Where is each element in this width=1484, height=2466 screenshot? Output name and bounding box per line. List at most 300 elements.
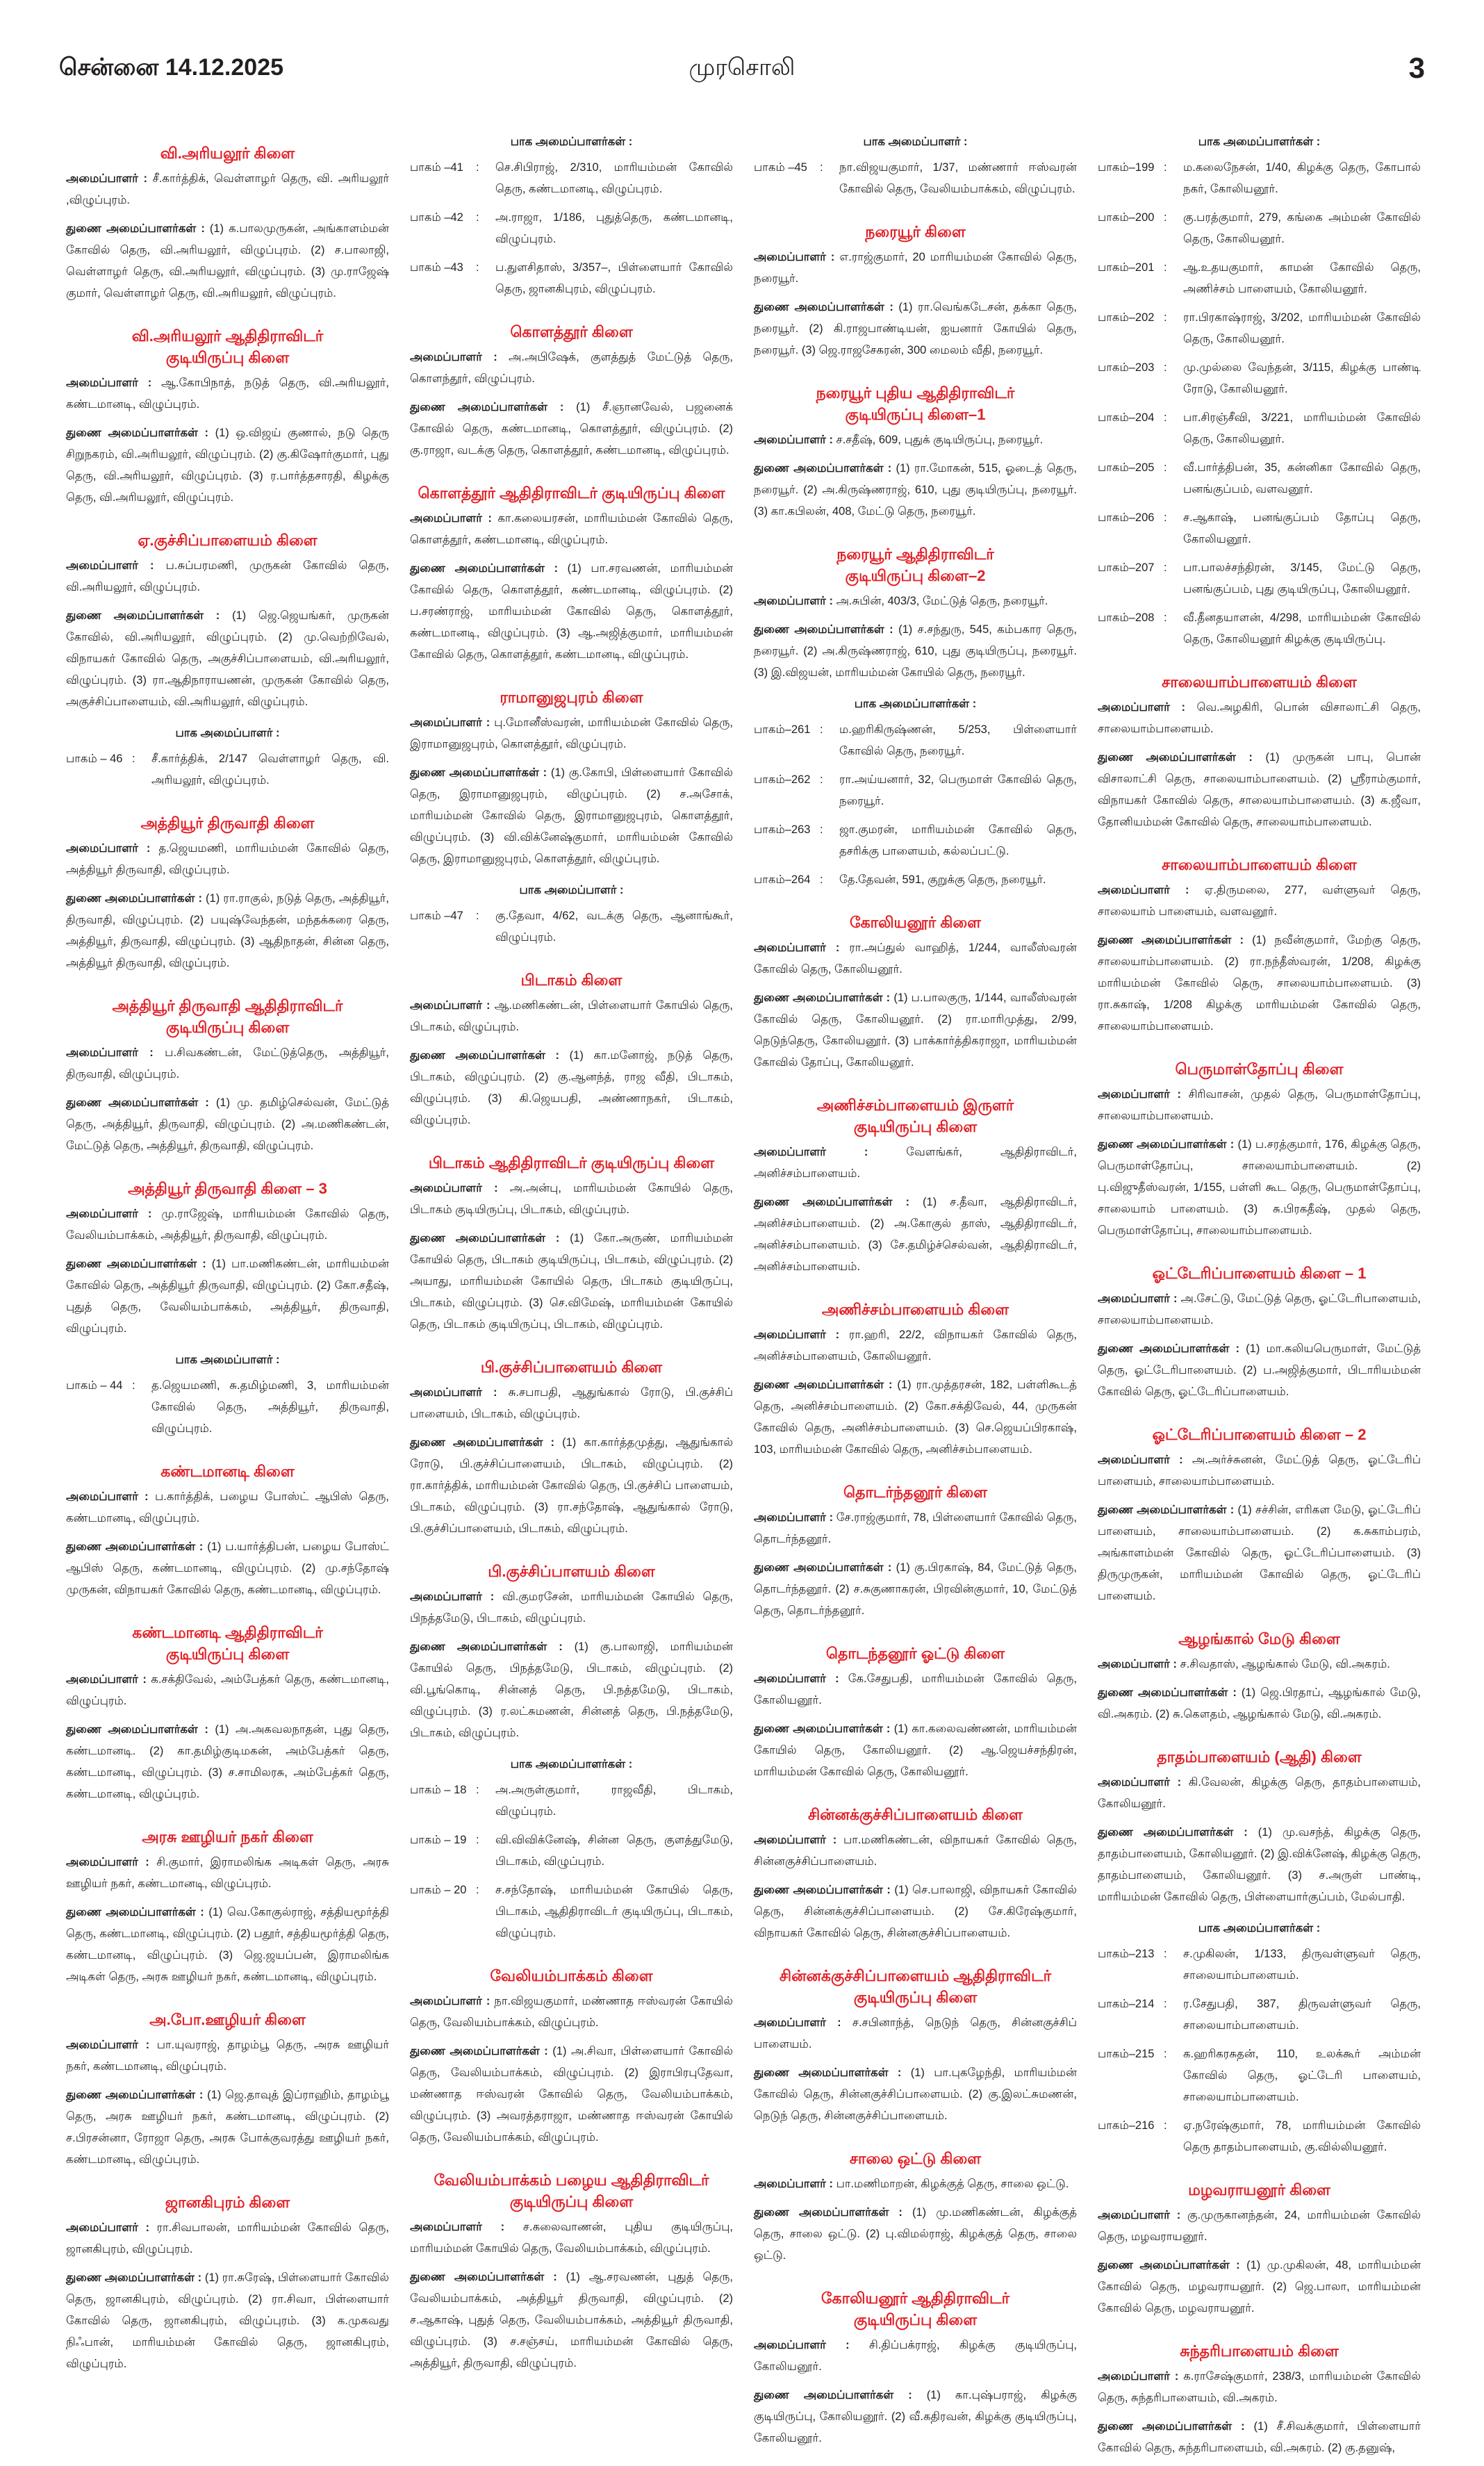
deputy-conveners-entry bbox=[754, 458, 1077, 523]
booth-convener: அ.அருள்குமார், ராஜவீதி, பிடாகம், விழுப்புரம். bbox=[495, 1784, 733, 1818]
entry-text: (1) மு.முகிலன், 48, மாரியம்மன் கோவில் தெரு, மழவராயனூர். (2) ஜெ.பாலா, மாரியம்மன் கோவில் தெரு, மழவராயனூர். bbox=[1098, 2259, 1421, 2315]
branch-heading: ஓட்டேரிப்பாளையம் கிளை – 1 bbox=[1152, 1265, 1367, 1282]
entry-label: அமைப்பாளர் : bbox=[410, 1590, 495, 1603]
booth-entry bbox=[410, 207, 733, 250]
separator: : bbox=[1164, 2119, 1167, 2132]
entry-label: அமைப்பாளர் : bbox=[754, 595, 833, 607]
separator: : bbox=[476, 211, 479, 224]
entry-label: அமைப்பாளர் : bbox=[66, 377, 152, 389]
booth-number: பாகம் –43 bbox=[410, 261, 463, 274]
convener-entry bbox=[754, 1830, 1077, 1873]
deputy-conveners-entry bbox=[1098, 2416, 1421, 2459]
booth-section-title: பாக அமைப்பாளர்கள் : bbox=[854, 698, 977, 710]
booth-number: பாகம்–208 bbox=[1098, 611, 1155, 624]
booth-number: பாகம்–200 bbox=[1098, 211, 1155, 224]
entry-text: த.ஜெயமணி, மாரியம்மன் கோவில் தெரு, அத்தியூர் திருவாதி, விழுப்புரம். bbox=[66, 842, 389, 876]
booth-section-title: பாக அமைப்பாளர்கள் : bbox=[1198, 1922, 1321, 1934]
entry-label: துணை அமைப்பாளர்கள் : bbox=[410, 2045, 548, 2057]
branch-heading: கோலியனூர் கிளை bbox=[849, 914, 982, 931]
entry-label: அமைப்பாளர் : bbox=[66, 1046, 154, 1059]
convener-entry bbox=[410, 1991, 733, 2034]
entry-label: அமைப்பாளர் : bbox=[410, 716, 490, 729]
branch-heading: அத்தியூர் திருவாதி கிளை bbox=[140, 814, 315, 832]
booth-convener: கு.பரத்குமார், 279, கங்கை அம்மன் கோவில் தெரு, கோலியனூர். bbox=[1183, 211, 1421, 245]
entry-label: துணை அமைப்பாளர்கள் : bbox=[1098, 1686, 1237, 1699]
convener-entry bbox=[754, 591, 1077, 612]
separator: : bbox=[132, 753, 135, 765]
deputy-conveners-entry bbox=[410, 1045, 733, 1131]
entry-label: துணை அமைப்பாளர்கள் : bbox=[754, 462, 892, 475]
booth-number: பாகம் –47 bbox=[410, 910, 463, 922]
deputy-conveners-entry bbox=[1098, 2255, 1421, 2319]
entry-text: (1) ஒ.விஜய் குணால், நடு தெரு சிறுநகரம், வி.அரியலூர், விழுப்புரம். (2) கு.கிஷோர்குமார், புது தெரு, வி.அரியலூர், விழுப்புரம். (3) ர.பார்த்தசாரதி, கிழக்கு தெரு, வி.அரியலூர், விழுப்புரம். bbox=[66, 427, 389, 504]
convener-entry bbox=[66, 838, 389, 881]
entry-label: அமைப்பாளர் : bbox=[66, 1673, 147, 1686]
convener-entry bbox=[66, 372, 389, 416]
entry-label: அமைப்பாளர் : bbox=[410, 512, 492, 525]
booth-convener: செ.சிபிராஜ், 2/310, மாரியம்மன் கோவில் தெரு, கண்டமானடி, விழுப்புரம். bbox=[495, 161, 733, 195]
branch-heading: வி.அரியலூர் கிளை bbox=[160, 145, 295, 162]
entry-text: பா.மணிகண்டன், விநாயகர் கோவில் தெரு, சின்னகுச்சிப்பாளையம். bbox=[754, 1834, 1077, 1868]
separator: : bbox=[1164, 261, 1167, 274]
convener-entry bbox=[66, 1486, 389, 1529]
entry-text: நா.விஜயகுமார், மண்ணாத ஈஸ்வரன் கோயில் தெரு, வேலியம்பாக்கம், விழுப்புரம். bbox=[410, 1995, 734, 2029]
entry-label: துணை அமைப்பாளர்கள் : bbox=[66, 2271, 202, 2284]
entry-label: துணை அமைப்பாளர்கள் : bbox=[754, 2066, 902, 2079]
entry-text: அ.அர்ச்சுனன், மேட்டுத் தெரு, ஓட்டேரிப் பாளையம், சாலையாம்பாளையம். bbox=[1098, 1454, 1421, 1488]
convener-entry bbox=[754, 2012, 1077, 2055]
deputy-conveners-entry bbox=[754, 2062, 1077, 2127]
branch-heading: கண்டமானடி ஆதிதிராவிடர் குடியிருப்பு கிளை bbox=[132, 1624, 323, 1663]
branch-heading: வேலியம்பாக்கம் கிளை bbox=[490, 1967, 653, 1984]
entry-label: அமைப்பாளர் : bbox=[1098, 2370, 1179, 2383]
entry-text: (1) க.பாலமுருகன், அங்காளம்மன் கோவில் தெரு, வி.அரியலூர், விழுப்புரம். (2) ச.பாலாஜி, வெள்ளாழர் தெரு, வி.அரியலூர், விழுப்புரம். (3) மு.ராஜேஷ் குமார், வெள்ளாழர் தெரு, வி.அரியலூர், விழுப்புரம். bbox=[66, 222, 389, 299]
entry-text: (1) மு.மணிகண்டன், கிழக்குத் தெரு, சாலை ஒட்டு. (2) பு.விமல்ராஜ், கிழக்குத் தெரு, சாலை ஒட்டு. bbox=[754, 2206, 1077, 2262]
separator: : bbox=[476, 1884, 479, 1896]
entry-label: துணை அமைப்பாளர்கள் : bbox=[754, 2389, 912, 2401]
deputy-conveners-entry bbox=[66, 1092, 389, 1157]
separator: : bbox=[1164, 411, 1167, 424]
booth-entry bbox=[1098, 357, 1421, 400]
entry-label: துணை அமைப்பாளர்கள் : bbox=[754, 301, 893, 313]
page-number: 3 bbox=[1408, 51, 1425, 84]
branch-heading: மழவராயனூர் கிளை bbox=[1188, 2181, 1330, 2198]
entry-text: ச.சபினாந்த், நெடுந் தெரு, சின்னகுச்சிப் பாளையம். bbox=[754, 2016, 1077, 2050]
branch-heading: தாதம்பாளையம் (ஆதி) கிளை bbox=[1157, 1748, 1362, 1766]
entry-label: அமைப்பாளர் : bbox=[66, 172, 148, 185]
booth-convener: அ.ராஜா, 1/186, புதுத்தெரு, கண்டமானடி, விழுப்புரம். bbox=[495, 211, 733, 245]
entry-label: துணை அமைப்பாளர்கள் : bbox=[754, 1379, 893, 1391]
entry-text: க.ராசேஷ்குமார், 238/3, மாரியம்மன் கோவில் தெரு, சுந்தரிபாளையம், வி.அகரம். bbox=[1098, 2370, 1421, 2404]
booth-entry bbox=[1098, 457, 1421, 500]
entry-text: சி.குமார், இராமலிங்க அடிகள் தெரு, அரசு ஊழியர் நகர், கண்டமானடி, விழுப்புரம். bbox=[66, 1856, 389, 1890]
entry-text: (1) ரா.வெங்கடேசன், தக்கா தெரு, நரையூர். (2) கி.ராஜபாண்டியன், ஐயனார் கோயில் தெரு, நரையூர். (3) ஜெ.ராஜசேகரன், 300 மைலம் வீதி, நரையூர். bbox=[754, 301, 1077, 356]
separator: : bbox=[820, 161, 823, 174]
branch-heading: நரையூர் கிளை bbox=[865, 223, 966, 240]
entry-text: (1) கு.பாலாஜி, மாரியம்மன் கோயில் தெரு, பிநத்தமேடு, பிடாகம், விழுப்புரம். (2) வி.பூங்கொடி, சின்னத் தெரு, பி.நத்தமேடு, பிடாகம், விழுப்புரம். (3) ர.லட்சுமணன், சின்னத் தெரு, பி.நத்தமேடு, பிடாகம், விழுப்புரம். bbox=[410, 1641, 733, 1739]
entry-label: அமைப்பாளர் : bbox=[410, 1386, 497, 1399]
entry-label: அமைப்பாளர் : bbox=[410, 1182, 498, 1194]
entry-text: (1) கா.மனோஜ், நடுத் தெரு, பிடாகம், விழுப்புரம். (2) கு.ஆனந்த், ராஜ வீதி, பிடாகம், விழுப்புரம். (3) கி.ஜெயபதி, அண்ணாநகர், பிடாகம், விழுப்புரம். bbox=[410, 1049, 733, 1126]
deputy-conveners-entry bbox=[754, 1718, 1077, 1783]
branch-heading: சாலை ஒட்டு கிளை bbox=[849, 2150, 982, 2167]
booth-entry bbox=[66, 1375, 389, 1440]
booth-entry bbox=[410, 1880, 733, 1944]
booth-number: பாகம் –45 bbox=[754, 161, 807, 174]
entry-text: (1) ஆ.சரவணன், புதுத் தெரு, வேலியம்பாக்கம், அத்தியூர் திருவாதி, விழுப்புரம். (2) ச.ஆகாஷ், புதுத் தெரு, வேலியம்பாக்கம், அத்தியூர் திருவாதி, விழுப்புரம். (3) ச.சஞ்சய், மாரியம்மன் கோவில் தெரு, அத்தியூர், திருவாதி, விழுப்புரம். bbox=[410, 2271, 733, 2369]
entry-label: அமைப்பாளர் : bbox=[1098, 1088, 1182, 1101]
booth-entry bbox=[410, 1830, 733, 1873]
branch-heading: கொளத்தூர் கிளை bbox=[510, 323, 633, 340]
branch-heading: சாலையாம்பாளையம் கிளை bbox=[1162, 856, 1357, 873]
newspaper-title: முரசொலி bbox=[689, 54, 795, 81]
entry-text: (1) ச.தீவா, ஆதிதிராவிடர், அனிச்சம்பாளையம். (2) அ.கோகுல் தாஸ், ஆதிதிராவிடர், அனிச்சம்பாளையம். (3) சே.தமிழ்ச்செல்வன், ஆதிதிராவிடர், அனிச்சம்பாளையம். bbox=[754, 1196, 1077, 1273]
booth-entry bbox=[410, 905, 733, 948]
convener-entry bbox=[1098, 1449, 1421, 1493]
entry-label: துணை அமைப்பாளர்கள் : bbox=[1098, 2259, 1240, 2271]
booth-number: பாகம்–213 bbox=[1098, 1948, 1155, 1960]
entry-text: சீ.கார்த்திக், வெள்ளாழர் தெரு, வி. அரியலூர் ,விழுப்புரம். bbox=[66, 172, 390, 206]
booth-entry bbox=[1098, 557, 1421, 600]
entry-text: (1) சீ.சிவக்குமார், பிள்ளையார் கோவில் தெரு, சுந்தரிபாளையம், வி.அகரம். (2) கு.தனுஷ், bbox=[1098, 2420, 1421, 2454]
deputy-conveners-entry bbox=[66, 1902, 389, 1988]
entry-label: துணை அமைப்பாளர்கள் : bbox=[66, 1540, 204, 1553]
separator: : bbox=[1164, 561, 1167, 574]
entry-label: துணை அமைப்பாளர்கள் : bbox=[1098, 934, 1244, 946]
deputy-conveners-entry bbox=[754, 987, 1077, 1074]
deputy-conveners-entry bbox=[66, 2267, 389, 2375]
booth-number: பாகம்–199 bbox=[1098, 161, 1155, 174]
booth-section-title: பாக அமைப்பாளர்கள் : bbox=[510, 1758, 633, 1770]
deputy-conveners-entry bbox=[410, 2041, 733, 2148]
entry-text: (1) கா.கார்த்தமுத்து, ஆதுங்கால் ரோடு, பி.குச்சிப்பாளையம், பிடாகம், விழுப்புரம். (2) ரா.கார்த்திக், மாரியம்மன் கோவில் தெரு, பி.குச்சிப் பாளையம், பிடாகம், விழுப்புரம். (3) ரா.சந்தோஷ், ஆதுங்கால் ரோடு, பி.குச்சிப்பாளையம், பிடாகம், விழுப்புரம். bbox=[410, 1436, 733, 1535]
booth-convener: வீ.பார்த்திபன், 35, கன்னிகா கோவில் தெரு, பனங்குப்பம், வளவனூர். bbox=[1183, 461, 1421, 495]
entry-label: துணை அமைப்பாளர்கள் : bbox=[754, 1196, 909, 1208]
entry-label: அமைப்பாளர் : bbox=[410, 1995, 490, 2007]
deputy-conveners-entry bbox=[66, 888, 389, 974]
entry-label: அமைப்பாளர் : bbox=[754, 1834, 837, 1846]
entry-text: ச.கலைவாணன், புதிய குடியிருப்பு, மாரியம்மன் கோயில் தெரு, வேலியம்பாக்கம், விழுப்புரம். bbox=[410, 2221, 734, 2255]
booth-number: பாகம்–204 bbox=[1098, 411, 1155, 424]
entry-label: அமைப்பாளர் : bbox=[754, 1329, 840, 1341]
convener-entry bbox=[754, 1507, 1077, 1550]
branch-heading: கோலியனூர் ஆதிதிராவிடர் குடியிருப்பு கிளை bbox=[821, 2290, 1010, 2328]
entry-label: அமைப்பாளர் : bbox=[754, 2339, 850, 2351]
entry-label: அமைப்பாளர் : bbox=[66, 1490, 149, 1503]
entry-label: அமைப்பாளர் : bbox=[66, 1208, 152, 1220]
booth-entry bbox=[754, 769, 1077, 812]
entry-label: அமைப்பாளர் : bbox=[66, 2039, 150, 2051]
booth-convener: கு.தேவா, 4/62, வடக்கு தெரு, ஆனாங்கூர், விழுப்புரம். bbox=[495, 910, 733, 944]
entry-label: துணை அமைப்பாளர்கள் : bbox=[66, 222, 205, 235]
convener-entry bbox=[1098, 1084, 1421, 1127]
booth-section-title: பாக அமைப்பாளர்கள் : bbox=[1198, 135, 1321, 148]
entry-label: துணை அமைப்பாளர்கள் : bbox=[754, 2206, 902, 2219]
entry-text: ச.சிவதாஸ், ஆழங்கால் மேடு, வி.அகரம். bbox=[1177, 1658, 1390, 1670]
convener-entry bbox=[754, 1142, 1077, 1185]
booth-convener: ரா.அய்யனார், 32, பெருமாள் கோவில் தெரு, நரையூர். bbox=[839, 773, 1077, 807]
column-4 bbox=[1098, 122, 1421, 2466]
deputy-conveners-entry bbox=[410, 1432, 733, 1540]
entry-text: ப.கார்த்திக், பழைய போஸ்ட் ஆபிஸ் தெரு, கண்டமானடி, விழுப்புரம். bbox=[66, 1490, 389, 1524]
booth-number: பாகம் – 18 bbox=[410, 1784, 467, 1796]
entry-label: துணை அமைப்பாளர்கள் : bbox=[754, 992, 891, 1004]
entry-text: (1) சச்சின், எரிகள மேடு, ஓட்டேரிப் பாளையம், சாலையாம்பாளையம். (2) க.சுகாம்பரம், அங்காளம்மன் கோவில் தெரு, ஓட்டேரிப்பாளையம். (3) திருமுருகன், மாரியம்மன் கோவில் தெரு, ஓட்டேரிப் பாளையம். bbox=[1098, 1504, 1421, 1602]
entry-text: கு.முருகானந்தன், 24, மாரியம்மன் கோவில் தெரு, மழவராயனூர். bbox=[1098, 2209, 1421, 2243]
entry-text: சி.திப்பக்ராஜ், கிழக்கு குடியிருப்பு, கோலியனூர். bbox=[754, 2339, 1077, 2373]
column-3 bbox=[754, 122, 1077, 2466]
branch-heading: தொடர்ந்தனூர் கிளை bbox=[843, 1483, 987, 1501]
convener-entry bbox=[66, 555, 389, 598]
convener-entry bbox=[1098, 2366, 1421, 2409]
entry-text: (1) ஜெ.தாவுத் இப்ராஹிம், தாழம்பூ தெரு, அரசு ஊழியர் நகர், கண்டமானடி, விழுப்புரம். (2) ச.பிரசன்னா, ரோஜா தெரு, அரசு போக்குவரத்து ஊழியர் நகர், கண்டமானடி, விழுப்புரம். bbox=[66, 2089, 389, 2166]
booth-number: பாகம்–262 bbox=[754, 773, 811, 786]
entry-text: ச.சதீஷ், 609, புதுக் குடியிருப்பு, நரையூர். bbox=[833, 434, 1044, 446]
booth-convener: நா.விஜயகுமார், 1/37, மண்ணார் ஈஸ்வரன் கோவில் தெரு, வேலியம்பாக்கம், விழுப்புரம். bbox=[839, 161, 1077, 195]
entry-text: (1) ச.சந்துரு, 545, கம்பகார தெரு, நரையூர். (2) அ.கிருஷ்ணராஜ், 610, புது குடியிருப்பு, நரையூர். (3) இ.விஜயன், மாரியம்மன் கோயில் தெரு, நரையூர். bbox=[754, 623, 1077, 679]
entry-label: அமைப்பாளர் : bbox=[1098, 1658, 1177, 1670]
entry-text: எ.ராஜ்குமார், 20 மாரியம்மன் கோவில் தெரு, நரையூர். bbox=[754, 251, 1078, 285]
deputy-conveners-entry bbox=[1098, 1338, 1421, 1403]
booth-convener: வி.விவிக்னேஷ், சின்ன தெரு, குளத்துமேடு, பிடாகம், விழுப்புரம். bbox=[495, 1834, 733, 1868]
entry-label: துணை அமைப்பாளர்கள் : bbox=[754, 1561, 892, 1574]
booth-convener: ர.சேதுபதி, 387, திருவள்ளுவர் தெரு, சாலையாம்பாளையம். bbox=[1183, 1998, 1421, 2032]
entry-text: ப.சுப்பரமணி, முருகன் கோவில் தெரு, வி.அரியலூர், விழுப்புரம். bbox=[66, 559, 390, 593]
entry-text: (1) ப.பாலகுரு, 1/144, வாலீஸ்வரன் கோவில் தெரு, கோலியனூர். (2) ரா.மாரிமுத்து, 2/99, நெடுந்தெரு, கோலியனூர். (3) பாக்கார்த்திகராஜா, மாரியம்மன் கோவில் தோப்பு, கோலியனூர். bbox=[754, 992, 1077, 1069]
branch-heading: சுந்தரிபாளையம் கிளை bbox=[1180, 2342, 1339, 2360]
separator: : bbox=[476, 161, 479, 174]
entry-text: மு.ராஜேஷ், மாரியம்மன் கோவில் தெரு, வேலியம்பாக்கம், அத்தியூர், திருவாதி, விழுப்புரம். bbox=[66, 1208, 389, 1242]
entry-label: துணை அமைப்பாளர்கள் : bbox=[66, 2089, 204, 2101]
deputy-conveners-entry bbox=[754, 2385, 1077, 2449]
convener-entry bbox=[1098, 1654, 1421, 1675]
booth-convener: ஜா.குமரன், மாரியம்மன் கோவில் தெரு, தசரிக்கு பாளையம், கல்லப்பட்டு. bbox=[839, 823, 1077, 857]
separator: : bbox=[1164, 361, 1167, 374]
entry-label: துணை அமைப்பாளர்கள் : bbox=[66, 892, 202, 905]
booth-section-title: பாக அமைப்பாளர் : bbox=[175, 727, 280, 739]
entry-text: ஏ.திருமலை, 277, வள்ளுவர் தெரு, சாலையாம் பாளையம், வளவனூர். bbox=[1098, 884, 1421, 918]
column-1 bbox=[66, 122, 389, 2466]
separator: : bbox=[1164, 511, 1167, 524]
convener-entry bbox=[754, 429, 1077, 451]
branch-heading: வேலியம்பாக்கம் பழைய ஆதிதிராவிடர் குடியிருப்பு கிளை bbox=[434, 2171, 709, 2210]
separator: : bbox=[476, 910, 479, 922]
entry-text: சிரிவாசன், முதல் தெரு, பெருமாள்தோப்பு, சாலையாம்பாளையம். bbox=[1098, 1088, 1421, 1122]
deputy-conveners-entry bbox=[754, 1880, 1077, 1944]
deputy-conveners-entry bbox=[754, 1374, 1077, 1461]
deputy-conveners-entry bbox=[66, 422, 389, 509]
entry-text: ரா.ஹரி, 22/2, விநாயகர் கோவில் தெரு, அனிச்சம்பாளையம், கோலியனூர். bbox=[754, 1329, 1077, 1363]
booth-number: பாகம்–263 bbox=[754, 823, 811, 836]
entry-text: கே.சேதுபதி, மாரியம்மன் கோவில் தெரு, கோலியனூர். bbox=[754, 1672, 1077, 1707]
branch-heading: அணிச்சம்பாளையம் இருளர் குடியிருப்பு கிளை bbox=[816, 1096, 1014, 1135]
branch-heading: சின்னக்குச்சிப்பாளையம் ஆதிதிராவிடர் குடியிருப்பு கிளை bbox=[779, 1967, 1052, 2006]
masthead bbox=[59, 51, 1425, 96]
entry-label: அமைப்பாளர் : bbox=[410, 2221, 505, 2233]
entry-text: (1) கா.புஷ்பராஜ், கிழக்கு குடியிருப்பு, கோலியனூர். (2) வீ.கதிரவன், கிழக்கு குடியிருப்பு, கோலியனூர். bbox=[754, 2389, 1077, 2444]
article-columns bbox=[66, 122, 1421, 2466]
booth-entry bbox=[1098, 257, 1421, 300]
entry-label: அமைப்பாளர் : bbox=[1098, 1776, 1182, 1789]
deputy-conveners-entry bbox=[410, 1228, 733, 1335]
separator: : bbox=[132, 1379, 135, 1392]
entry-text: (1) ப.யார்த்திபன், பழைய போஸ்ட் ஆபிஸ் தெரு, கண்டமானடி, விழுப்புரம். (2) மு.சந்தோஷ் முருகன், விநாயகர் கோவில் தெரு, கண்டமானடி, விழுப்புரம். bbox=[66, 1540, 389, 1596]
separator: : bbox=[820, 723, 823, 736]
convener-entry bbox=[66, 1669, 389, 1712]
entry-label: துணை அமைப்பாளர்கள் : bbox=[66, 427, 208, 439]
entry-text: ஆ.மணிகண்டன், பிள்ளையார் கோயில் தெரு, பிடாகம், விழுப்புரம். bbox=[410, 999, 733, 1033]
entry-text: சே.ராஜ்குமார், 78, பிள்ளையார் கோவில் தெரு, தொடர்ந்தனூர். bbox=[754, 1511, 1077, 1545]
entry-text: (1) ஜெ.ஜெயங்கர், முருகன் கோவில், வி.அரியலூர், விழுப்புரம். (2) மு.வெற்றிவேல், விநாயகர் கோவில் தெரு, அகுச்சிப்பாளையம், வி.அரியலூர், விழுப்புரம். (3) ரா.ஆதிநாராயணன், முருகன் கோவில் தெரு, அகுச்சிப்பாளையம், வி.அரியலூர், விழுப்புரம். bbox=[66, 609, 389, 708]
entry-text: அ.அபிஷேக், குளத்துத் மேட்டுத் தெரு, கொளந்தூர், விழுப்புரம். bbox=[410, 351, 733, 385]
booth-entry bbox=[754, 869, 1077, 891]
deputy-conveners-entry bbox=[1098, 1822, 1421, 1908]
entry-label: அமைப்பாளர் : bbox=[1098, 2209, 1181, 2221]
booth-convener: த.ஜெயமணி, சு.தமிழ்மணி, 3, மாரியம்மன் கோவில் தெரு, அத்தியூர், திருவாதி, விழுப்புரம். bbox=[151, 1379, 389, 1435]
entry-text: (1) அ.அகவலநாதன், புது தெரு, கண்டமானடி. (2) கா.தமிழ்குடிமகன், அம்பேத்கர் தெரு, கண்டமானடி, விழுப்புரம். (3) ச.சாமிலரசு, அம்பேத்கர் தெரு, கண்டமானடி, விழுப்புரம். bbox=[66, 1723, 389, 1800]
entry-text: வேளங்கர், ஆதிதிராவிடர், அனிச்சம்பாளையம். bbox=[754, 1146, 1078, 1180]
entry-text: (1) கா.கலைவண்ணன், மாரியம்மன் கோயில் தெரு, கோலியனூர். (2) ஆ.ஜெயச்சந்திரன், மாரியம்மன் கோவில் தெரு, கோலியனூர். bbox=[754, 1723, 1077, 1778]
booth-entry bbox=[754, 719, 1077, 762]
booth-convener: ச.ஆகாஷ், பனங்குப்பம் தோப்பு தெரு, கோலியனூர். bbox=[1183, 511, 1421, 545]
booth-entry bbox=[66, 748, 389, 791]
booth-convener: க.ஹரிகரசுதன், 110, உலக்கூர் அம்மன் கோவில் தெரு, ஓட்டேரி பாளையம், சாலையாம்பாளையம். bbox=[1183, 2048, 1421, 2103]
entry-text: (1) கு.கோபி, பிள்ளையார் கோவில் தெரு, இராமானுஜபுரம், விழுப்புரம். (2) ச.அசோக், மாரியம்மன் கோவில் தெரு, இராமானுஜபுரம், கொளத்தூர், விழுப்புரம். (3) வி.விக்னேஷ்குமார், மாரியம்மன் கோவில் தெரு, இராமானுஜபுரம், கொளத்தூர், விழுப்புரம். bbox=[410, 766, 733, 865]
separator: : bbox=[820, 773, 823, 786]
convener-entry bbox=[1098, 1772, 1421, 1815]
entry-label: அமைப்பாளர் : bbox=[754, 251, 835, 263]
booth-entry bbox=[1098, 607, 1421, 650]
column-2 bbox=[410, 122, 733, 2466]
convener-entry bbox=[66, 2035, 389, 2078]
entry-label: அமைப்பாளர் : bbox=[66, 2221, 149, 2234]
booth-entry bbox=[410, 257, 733, 300]
branch-heading: கண்டமானடி கிளை bbox=[160, 1463, 295, 1480]
entry-text: வெ.அழகிரி, பொன் விசாலாட்சி தெரு, சாலையாம்பாளையம். bbox=[1098, 701, 1421, 735]
edition-date: சென்னை 14.12.2025 bbox=[59, 54, 284, 81]
deputy-conveners-entry bbox=[1098, 1499, 1421, 1607]
entry-label: துணை அமைப்பாளர்கள் : bbox=[66, 1096, 209, 1109]
booth-entry bbox=[1098, 307, 1421, 350]
separator: : bbox=[1164, 1998, 1167, 2010]
convener-entry bbox=[410, 347, 733, 390]
branch-heading: கொளத்தூர் ஆதிதிராவிடர் குடியிருப்பு கிளை bbox=[418, 484, 725, 502]
booth-number: பாகம் – 20 bbox=[410, 1884, 467, 1896]
convener-entry bbox=[1098, 880, 1421, 923]
entry-label: அமைப்பாளர் : bbox=[754, 434, 833, 446]
separator: : bbox=[476, 1784, 479, 1796]
entry-text: (1) பா.சரவணன், மாரியம்மன் கோவில் தெரு, கொளத்தூர், கண்டமானடி, விழுப்புரம். (2) ப.சரண்ராஜ், மாரியம்மன் கோவில் தெரு, கொளத்தூர், கண்டமானடி, விழுப்புரம். (3) ஆ.அஜித்குமார், மாரியம்மன் கோவில் தெரு, கொளத்தூர், கண்டமானடி, விழுப்புரம். bbox=[410, 562, 733, 661]
deputy-conveners-entry bbox=[410, 762, 733, 870]
entry-label: துணை அமைப்பாளர்கள் : bbox=[1098, 1138, 1235, 1151]
convener-entry bbox=[754, 247, 1077, 290]
branch-heading: பிடாகம் ஆதிதிராவிடர் குடியிருப்பு கிளை bbox=[428, 1154, 715, 1172]
separator: : bbox=[476, 261, 479, 274]
entry-label: துணை அமைப்பாளர்கள் : bbox=[410, 1232, 560, 1244]
booth-section-title: பாக அமைப்பாளர் : bbox=[175, 1354, 280, 1366]
booth-number: பாகம்–203 bbox=[1098, 361, 1155, 374]
booth-convener: தே.தேவன், 591, குறுக்கு தெரு, நரையூர். bbox=[839, 873, 1046, 886]
entry-label: துணை அமைப்பாளர்கள் : bbox=[66, 1258, 206, 1270]
booth-entry bbox=[1098, 407, 1421, 450]
deputy-conveners-entry bbox=[410, 1636, 733, 1744]
entry-label: துணை அமைப்பாளர்கள் : bbox=[754, 1884, 891, 1896]
booth-number: பாகம் – 44 bbox=[66, 1379, 123, 1392]
entry-label: அமைப்பாளர் : bbox=[754, 1511, 834, 1524]
deputy-conveners-entry bbox=[1098, 930, 1421, 1037]
convener-entry bbox=[66, 168, 389, 211]
convener-entry bbox=[66, 2217, 389, 2260]
convener-entry bbox=[410, 1178, 733, 1221]
branch-heading: பெருமாள்தோப்பு கிளை bbox=[1175, 1060, 1344, 1078]
entry-label: துணை அமைப்பாளர்கள் : bbox=[1098, 1504, 1235, 1516]
booth-number: பாகம்–207 bbox=[1098, 561, 1155, 574]
entry-label: அமைப்பாளர் : bbox=[410, 999, 490, 1012]
booth-convener: வீ.தீனதயாளன், 4/298, மாரியம்மன் கோவில் தெரு, கோலியனூர் கிழக்கு குடியிருப்பு. bbox=[1183, 611, 1421, 646]
entry-text: (1) வெ.கோகுல்ராஜ், சத்தியமூர்த்தி தெரு, கண்டமானடி, விழுப்புரம். (2) பதூர், சத்தியமூர்த்தி தெரு, கண்டமானடி, விழுப்புரம். (3) ஜெ.ஜயப்பன், இராமலிங்க அடிகள் தெரு, அரசு ஊழியர் நகர், கண்டமானடி, விழுப்புரம். bbox=[66, 1906, 389, 1983]
entry-text: ரா.அப்துல் வாஹித், 1/244, வாலீஸ்வரன் கோவில் தெரு, கோலியனூர். bbox=[754, 942, 1077, 976]
booth-convener: மு.முல்லை வேந்தன், 3/115, கிழக்கு பாண்டி ரோடு, கோலியனூர். bbox=[1183, 361, 1421, 395]
branch-heading: அத்தியூர் திருவாதி கிளை – 3 bbox=[128, 1180, 327, 1197]
booth-number: பாகம்–214 bbox=[1098, 1998, 1155, 2010]
convener-entry bbox=[66, 1042, 389, 1085]
booth-convener: ம.கலைநேசன், 1/40, கிழக்கு தெரு, கோபால் நகர், கோலியனூர். bbox=[1183, 161, 1421, 195]
entry-text: (1) ரா.மோகன், 515, ஓடைத் தெரு, நரையூர். (2) அ.கிருஷ்ணராஜ், 610, புது குடியிருப்பு, நரையூர். (3) கா.கபிலன், 408, மேட்டு தெரு, நரையூர். bbox=[754, 462, 1077, 518]
entry-text: (1) மா.கலியபெருமாள், மேட்டுத் தெரு, ஓட்டேரிபாளையம். (2) ப.அஜித்குமார், பிடாரியம்மன் கோவில் தெரு, ஓட்டேரிப்பாளையம். bbox=[1098, 1342, 1421, 1398]
branch-heading: அணிச்சம்பாளையம் கிளை bbox=[821, 1301, 1009, 1318]
booth-number: பாகம் –42 bbox=[410, 211, 463, 224]
separator: : bbox=[1164, 161, 1167, 174]
booth-number: பாகம்–264 bbox=[754, 873, 811, 886]
convener-entry bbox=[66, 1852, 389, 1895]
convener-entry bbox=[754, 2173, 1077, 2195]
separator: : bbox=[476, 1834, 479, 1846]
entry-label: அமைப்பாளர் : bbox=[1098, 701, 1185, 714]
booth-convener: ச.சந்தோஷ், மாரியம்மன் கோயில் தெரு, பிடாகம், ஆதிதிராவிடர் குடியிருப்பு, பிடாகம், விழுப்புரம். bbox=[495, 1884, 733, 1939]
entry-text: பா.மணிமாறன், கிழக்குத் தெரு, சாலை ஒட்டு. bbox=[833, 2178, 1069, 2190]
entry-label: துணை அமைப்பாளர்கள் : bbox=[410, 1049, 560, 1062]
branch-heading: ஜானகிபுரம் கிளை bbox=[165, 2194, 290, 2211]
entry-label: துணை அமைப்பாளர்கள் : bbox=[410, 401, 564, 413]
entry-label: அமைப்பாளர் : bbox=[754, 1672, 839, 1685]
deputy-conveners-entry bbox=[410, 397, 733, 461]
entry-label: துணை அமைப்பாளர்கள் : bbox=[410, 1436, 554, 1449]
entry-label: துணை அமைப்பாளர்கள் : bbox=[66, 1723, 208, 1736]
branch-heading: நரையூர் புதிய ஆதிதிராவிடர் குடியிருப்பு கிளை–1 bbox=[816, 384, 1015, 423]
booth-number: பாகம்–215 bbox=[1098, 2048, 1155, 2060]
entry-text: வி.குமரசேன், மாரியம்மன் கோயில் தெரு, பிநத்தமேடு, பிடாகம், விழுப்புரம். bbox=[410, 1590, 733, 1625]
separator: : bbox=[1164, 1948, 1167, 1960]
booth-entry bbox=[1098, 157, 1421, 200]
entry-text: (1) ரா.சுரேஷ், பிள்ளையார் கோவில் தெரு, ஜானகிபுரம், விழுப்புரம். (2) ரா.சிவா, பிள்ளையார் கோவில் தெரு, ஜானகிபுரம், விழுப்புரம். (3) க.முகவது நிஃபான், மாரியம்மன் கோவில் தெரு, ஜானகிபுரம், விழுப்புரம். bbox=[66, 2271, 389, 2370]
convener-entry bbox=[66, 1203, 389, 1247]
deputy-conveners-entry bbox=[66, 1719, 389, 1805]
entry-label: துணை அமைப்பாளர்கள் : bbox=[410, 2271, 557, 2283]
booth-convener: ஏ.நரேஷ்குமார், 78, மாரியம்மன் கோவில் தெரு தாதம்பாளையம், கு.வில்லியனூர். bbox=[1183, 2119, 1421, 2153]
convener-entry bbox=[410, 995, 733, 1038]
branch-heading: ஓட்டேரிப்பாளையம் கிளை – 2 bbox=[1152, 1426, 1367, 1443]
branch-heading: ராமானுஜபுரம் கிளை bbox=[500, 689, 643, 706]
separator: : bbox=[1164, 611, 1167, 624]
booth-entry bbox=[1098, 207, 1421, 250]
entry-text: (1) மு.வசந்த், கிழக்கு தெரு, தாதம்பாளையம், கோலியனூர். (2) இ.விக்னேஷ், கிழக்கு தெரு, தாதம்பாளையம், கோலியனூர். (3) ச.அருள் பாண்டி, மாரியம்மன் கோவில் தெரு, பிள்ளையார்குப்பம், மேல்பாதி. bbox=[1098, 1826, 1421, 1903]
deputy-conveners-entry bbox=[754, 619, 1077, 684]
deputy-conveners-entry bbox=[66, 2085, 389, 2171]
branch-heading: தொடந்தனூர் ஓட்டு கிளை bbox=[825, 1645, 1005, 1662]
branch-heading: நரையூர் ஆதிதிராவிடர் குடியிருப்பு கிளை–2 bbox=[836, 545, 994, 584]
booth-entry bbox=[410, 157, 733, 200]
booth-number: பாகம் – 46 bbox=[66, 753, 123, 765]
